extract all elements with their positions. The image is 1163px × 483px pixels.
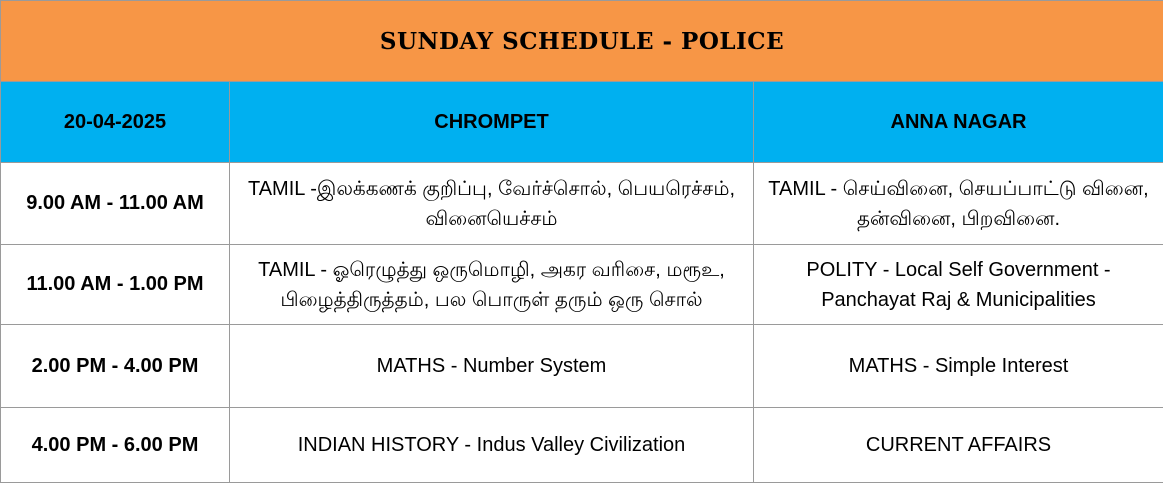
time-slot: 9.00 AM - 11.00 AM	[1, 163, 230, 245]
header-row	[1, 82, 1163, 163]
anna-nagar-topic: TAMIL - செய்வினை, செயப்பாட்டு வினை, தன்வினை, பிறவினை.	[754, 163, 1163, 245]
time-slot: 11.00 AM - 1.00 PM	[1, 245, 230, 325]
table-row	[1, 163, 1163, 245]
chrompet-topic: MATHS - Number System	[230, 325, 754, 408]
column-header-chrompet: CHROMPET	[230, 82, 754, 163]
anna-nagar-topic: POLITY - Local Self Government - Panchayat Raj & Municipalities	[754, 245, 1163, 325]
table-row	[1, 325, 1163, 408]
time-slot: 4.00 PM - 6.00 PM	[1, 408, 230, 483]
table-row	[1, 245, 1163, 325]
time-slot: 2.00 PM - 4.00 PM	[1, 325, 230, 408]
title-row	[1, 1, 1163, 82]
table-row	[1, 408, 1163, 483]
date-header: 20-04-2025	[1, 82, 230, 163]
chrompet-topic: TAMIL - ஓரெழுத்து ஒருமொழி, அகர வரிசை, மரூஉ, பிழைத்திருத்தம், பல பொருள் தரும் ஒரு சொல்	[230, 245, 754, 325]
chrompet-topic: TAMIL -இலக்கணக் குறிப்பு, வேர்ச்சொல், பெயரெச்சம், வினையெச்சம்	[230, 163, 754, 245]
anna-nagar-topic: CURRENT AFFAIRS	[754, 408, 1163, 483]
schedule-title: SUNDAY SCHEDULE - POLICE	[1, 1, 1163, 82]
anna-nagar-topic: MATHS - Simple Interest	[754, 325, 1163, 408]
column-header-anna-nagar: ANNA NAGAR	[754, 82, 1163, 163]
chrompet-topic: INDIAN HISTORY - Indus Valley Civilization	[230, 408, 754, 483]
